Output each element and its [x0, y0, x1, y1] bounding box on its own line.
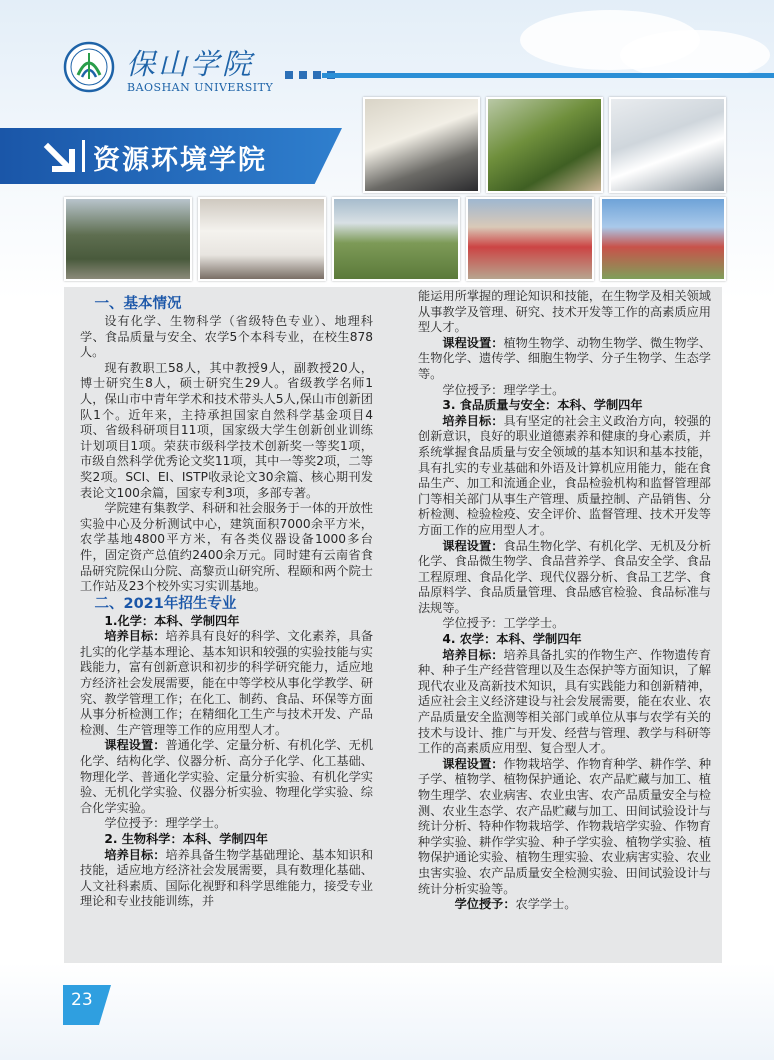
content-panel [64, 287, 722, 963]
field-group-photo [64, 197, 192, 281]
lab-equipment-photo [609, 97, 726, 193]
degree-food-safety: 学位授予：工学学士。 [442, 616, 565, 631]
footer-band [0, 963, 774, 1060]
logo-english-name: BAOSHAN UNIVERSITY [127, 81, 274, 94]
greenhouse-plants-photo [486, 97, 603, 193]
building-group-photo [466, 197, 594, 281]
degree-chemistry: 学位授予：理学学士。 [104, 816, 227, 831]
university-seal-icon [63, 41, 115, 93]
degree-biology: 学位授予：理学学士。 [442, 382, 565, 397]
course-food-safety: 课程设置：食品生物化学、有机化学、无机及分析化学、食品微生物学、食品营养学、食品安全学、食品工程原理、食品化学、现代仪器分析、食品工艺学、食品原料学、食品质量管理、食品感官检验、食品标准与法规等。 [418, 538, 712, 615]
major-title-chemistry: 1.化学：本科、学制四年 [104, 613, 240, 628]
paragraph-facilities: 学院建有集教学、科研和社会服务于一体的开放性实验中心及分析测试中心，建筑面积7000余平方米，农学基地4800平方米，有各类仪器设备1000多台件，固定资产总值约2400余万元。同时建有云南省食品研究院保山分院、高黎贡山研究所、程颐和两个院士工作站及23个校外实习实训基地。 [80, 501, 373, 594]
food-lab-group-photo [198, 197, 326, 281]
paragraph-majors: 设有化学、生物科学（省级特色专业）、地理科学、食品质量与安全、农学5个本科专业，在校生878人。 [80, 314, 373, 360]
goal-food-safety: 培养目标：具有坚定的社会主义政治方向，较强的创新意识，良好的职业道德素养和健康的身心素质，并系统掌握食品质量与安全领域的基本知识和基本技能，具有扎实的专业基础和外语及计算机应用能力，能在食品生产、加工和流通企业，食品检验机构和监督管理部门等相关部门从事生产管理、质量控制、产品销售、分析检测、检验检疫、安全评价、监督管理、技术开发等方面工作的应用型人才。 [418, 413, 712, 537]
campus-building-photo [600, 197, 726, 281]
arrow-down-right-icon [42, 139, 78, 175]
course-chemistry: 课程设置：普通化学、定量分析、有机化学、无机化学、结构化学、仪器分析、高分子化学、化工基础、物理化学、普通化学实验、定量分析实验、有机化学实验、无机化学实验、仪器分析实验、物理化学实验、综合化学实验。 [80, 738, 374, 815]
major-title-agronomy: 4. 农学：本科、学制四年 [442, 632, 582, 647]
section-title: 资源环境学院 [93, 145, 267, 176]
header-divider-line [322, 73, 774, 78]
goal-biology: 培养目标：培养具备生物学基础理论、基本知识和技能，适应地方经济社会发展需要，具有数理化基础、人文社科素质、国际化视野和科学思维能力，接受专业理论和专业技能训练，并 [80, 847, 374, 909]
degree-agronomy: 学位授予：农学学士。 [454, 897, 577, 912]
banner-divider [82, 140, 85, 172]
goal-chemistry: 培养目标：培养具有良好的科学、文化素养，具备扎实的化学基本理论、基本知识和较强的实验技能与实践能力，富有创新意识和初步的科学研究能力，适应地方经济社会发展需要，能在中等学校从事化学教学、研究、教学管理工作；在化工、制药、食品、环保等方面从事分析检测工作；在精细化工生产与技术开发、产品检测、生产管理等工作的应用型人才。 [80, 629, 374, 737]
paragraph-staff: 现有教职工58人，其中教授9人，副教授20人，博士研究生8人，硕士研究生29人。省级教学名师1人，保山市中青年学术和技术带头人5人,保山市创新团队1个。近年来，主持承担国家自然科学基金项目4项、省级科研项目11项，国家级大学生创新创业训练计划项目1项。荣获市级科学技术创新奖一等奖1项，市级自然科学优秀论文奖11项，其中一等奖2项，二等奖2项。SCI、EI、ISTP收录论文30余篇、核心期刊发表论文100余篇，国家专利3项，多部专著。 [80, 360, 373, 500]
course-agronomy: 课程设置：作物栽培学、作物育种学、耕作学、种子学、植物学、植物保护通论、农产品贮藏与加工、植物生理学、农业病害、农业虫害、农产品质量安全与检测、农业生态学、农产品贮藏与加工、田间试验设计与统计分析、特种作物栽培学、作物栽培学实验、作物育种学实验、耕作学实验、种子学实验、植物学实验、植物保护通论实验、植物生理实验、农业病害实验、农业虫害实验、农产品质量安全检测实验、田间试验设计与统计分析实验等。 [418, 756, 712, 896]
section-heading-majors: 二、2021年招生专业 [94, 595, 237, 612]
logo-chinese-name: 保山学院 [126, 47, 255, 81]
major-title-biology: 2. 生物科学：本科、学制四年 [104, 832, 268, 846]
right-column [418, 289, 711, 913]
goal-agronomy: 培养目标：培养具备扎实的作物生产、作物遗传育种、种子生产经营管理以及生态保护等方面知识，了解现代农业及高新技术知识，具有实践能力和创新精神，适应社会主义经济建设与社会发展需要，能在农业、农产品质量安全监测等相关部门或单位从事与农学有关的技术与设计、推广与开发、经营与管理、教学与科研等工作的高素质应用型、复合型人才。 [418, 647, 712, 756]
major-title-food-safety: 3. 食品质量与安全：本科、学制四年 [442, 398, 643, 413]
course-biology: 课程设置：植物生物学、动物生物学、微生物学、生物化学、遗传学、细胞生物学、分子生物学、生态学等。 [418, 335, 712, 381]
section-heading-basic: 一、基本情况 [94, 296, 182, 312]
goal-biology-cont: 能运用所掌握的理论知识和技能，在生物学及相关领域从事教学及管理、研究、技术开发等工作的高素质应用型人才。 [418, 289, 711, 335]
lab-computer-photo [363, 97, 480, 193]
page-number: 23 [71, 990, 93, 1010]
hillside-field-photo [332, 197, 460, 281]
left-column [80, 295, 373, 910]
